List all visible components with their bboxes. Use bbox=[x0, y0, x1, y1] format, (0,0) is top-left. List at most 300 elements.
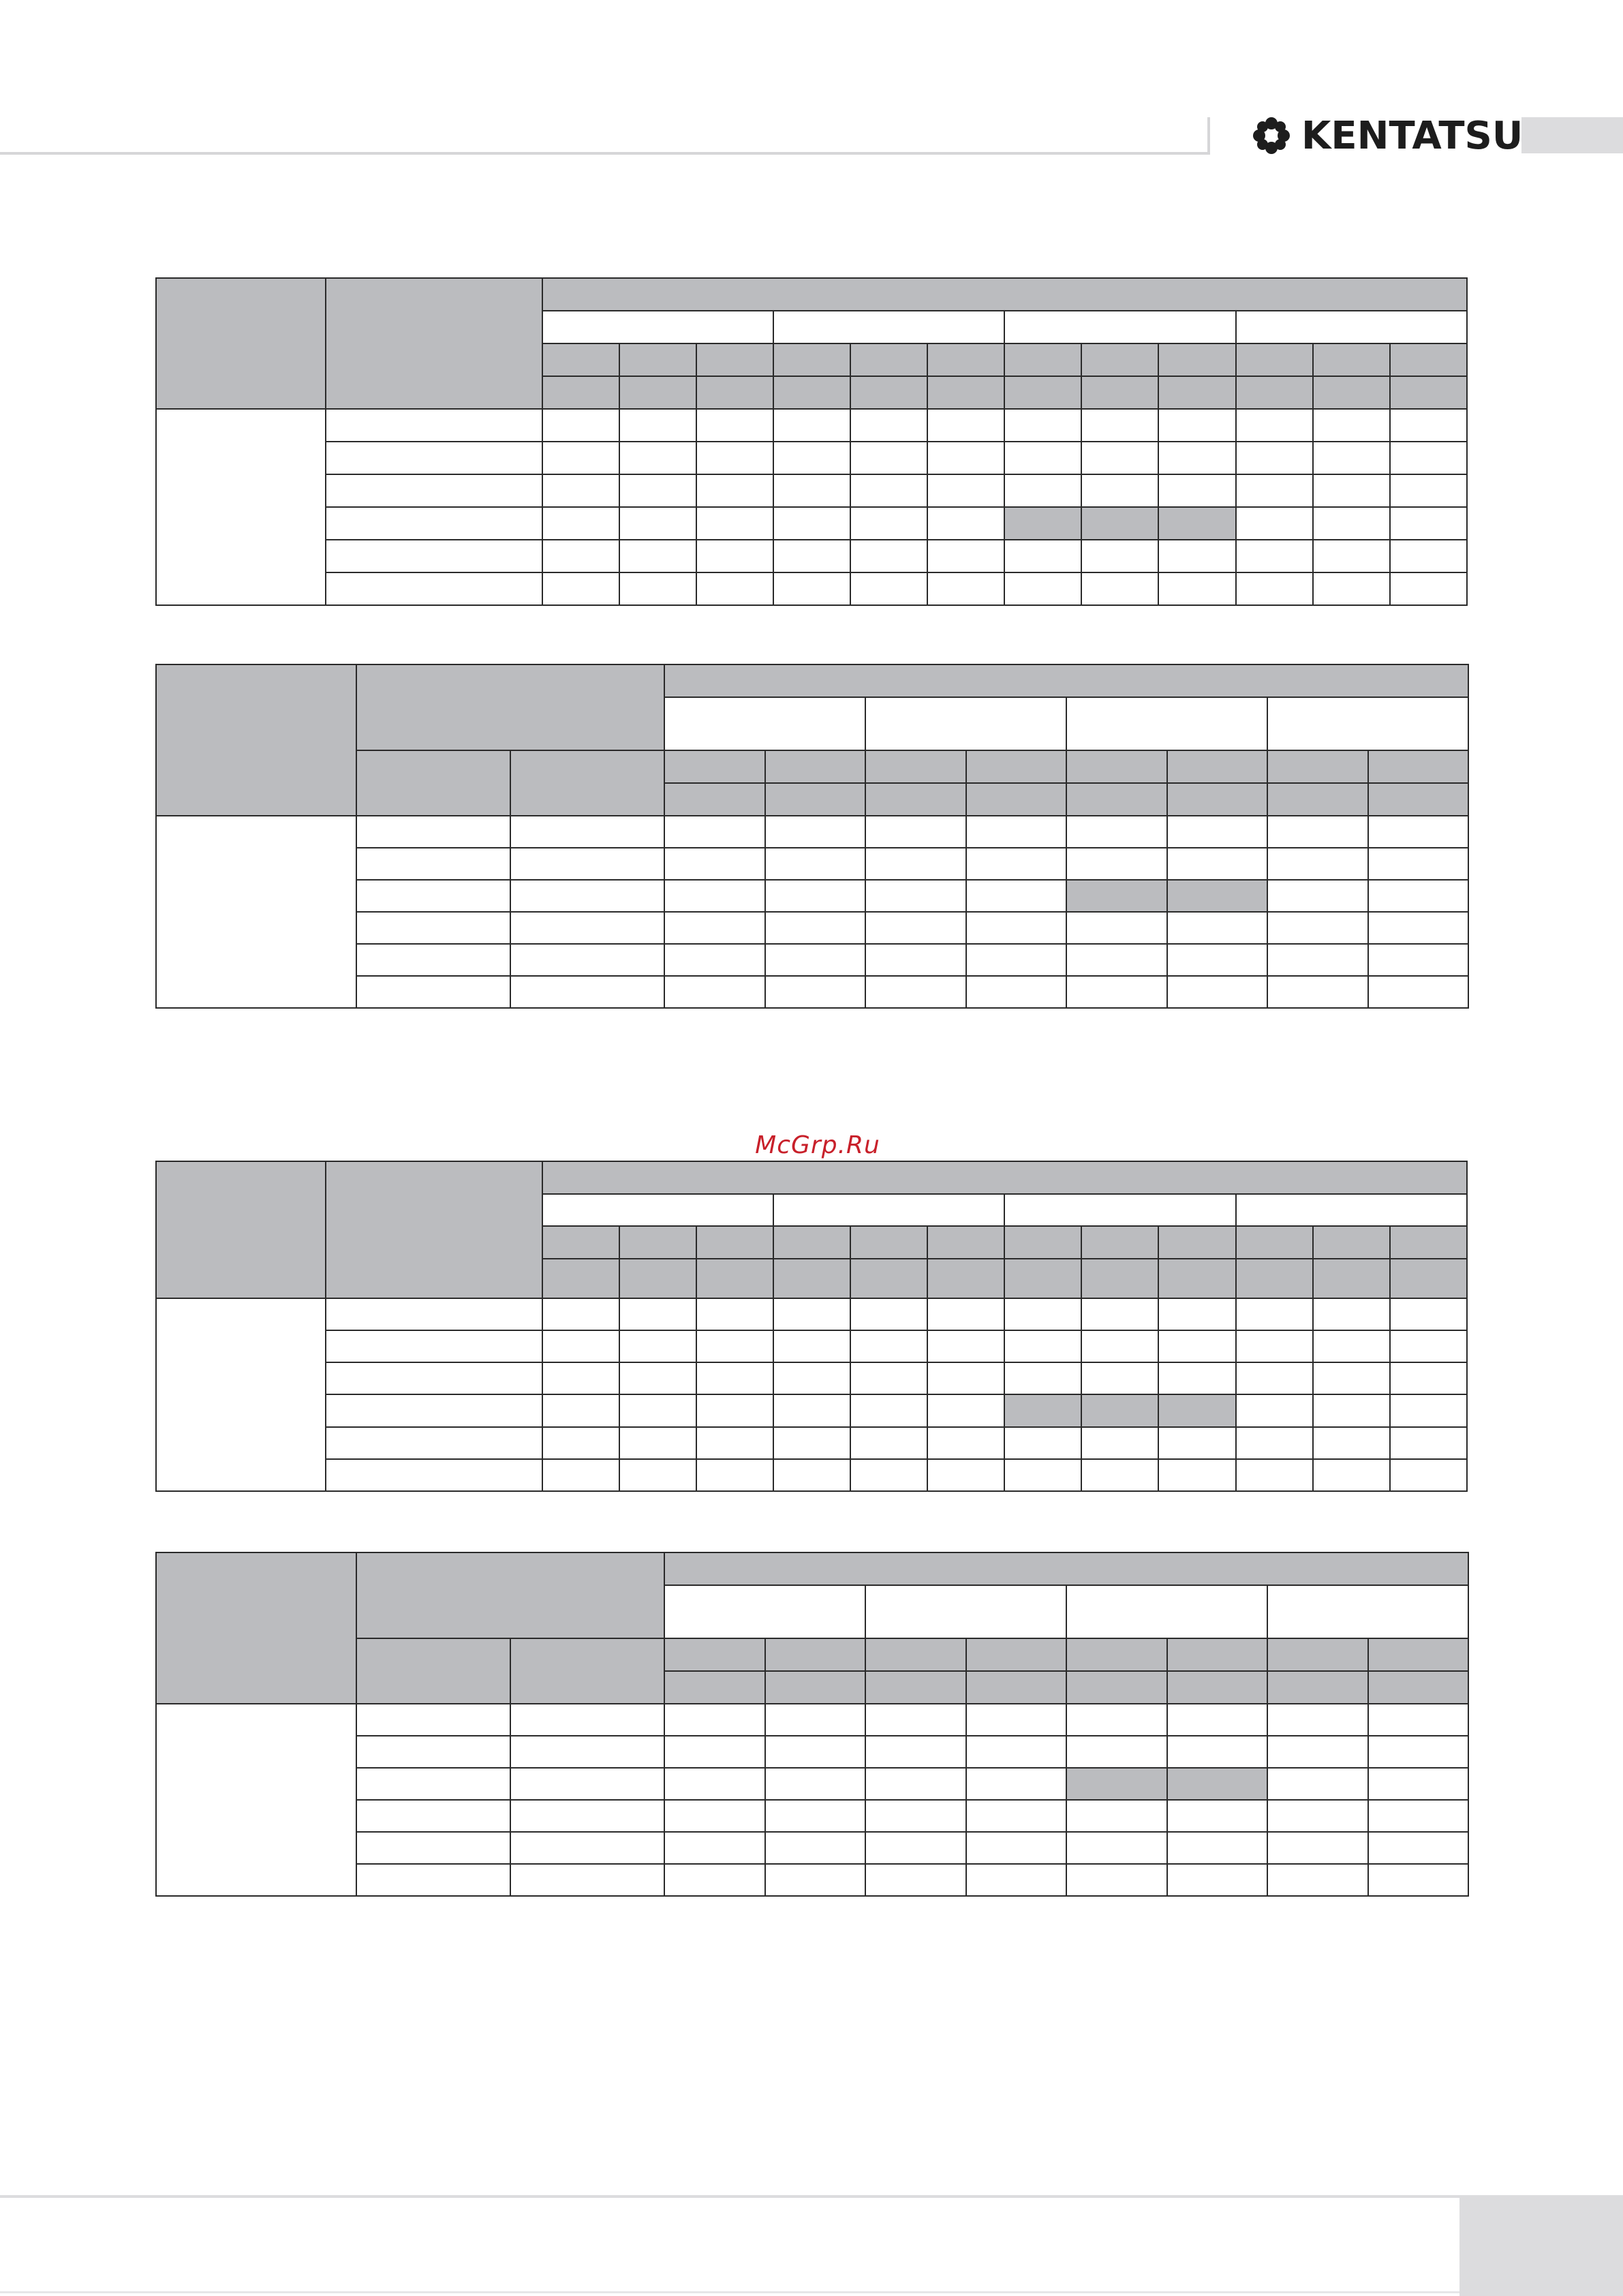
data-cell bbox=[1390, 442, 1467, 474]
data-cell bbox=[865, 1800, 966, 1832]
subheader-cell bbox=[510, 750, 664, 816]
subheader-cell bbox=[1313, 376, 1390, 409]
highlighted-cell bbox=[1004, 507, 1081, 540]
data-cell bbox=[1390, 540, 1467, 572]
subheader-cell bbox=[1081, 376, 1158, 409]
data-cell bbox=[664, 1800, 765, 1832]
data-cell bbox=[619, 1362, 696, 1394]
data-cell bbox=[765, 1832, 866, 1864]
subheader-cell bbox=[542, 376, 619, 409]
row-label-cell bbox=[510, 1800, 664, 1832]
subgroup-cell bbox=[664, 1585, 865, 1638]
data-cell bbox=[1066, 816, 1167, 848]
data-cell bbox=[865, 1736, 966, 1768]
subheader-cell bbox=[1066, 1671, 1167, 1704]
data-cell bbox=[1368, 976, 1469, 1008]
spec-table-4 bbox=[155, 1552, 1469, 1897]
subheader-cell bbox=[850, 376, 927, 409]
subheader-cell bbox=[1066, 1638, 1167, 1671]
row-label-cell bbox=[356, 816, 510, 848]
data-cell bbox=[1158, 540, 1235, 572]
row-group-cell bbox=[156, 409, 326, 605]
data-cell bbox=[1236, 1362, 1313, 1394]
subgroup-cell bbox=[865, 697, 1066, 750]
data-cell bbox=[696, 474, 773, 507]
spec-table-1 bbox=[155, 277, 1468, 606]
data-cell bbox=[696, 1394, 773, 1426]
data-cell bbox=[1081, 1459, 1158, 1491]
data-cell bbox=[664, 944, 765, 976]
row-label-cell bbox=[356, 976, 510, 1008]
row-group-cell bbox=[156, 1298, 326, 1491]
data-cell bbox=[542, 1298, 619, 1330]
data-cell bbox=[1390, 1394, 1467, 1426]
data-cell bbox=[927, 1298, 1004, 1330]
data-cell bbox=[1004, 1298, 1081, 1330]
highlighted-cell bbox=[1004, 1394, 1081, 1426]
row-label-cell bbox=[356, 1864, 510, 1896]
subheader-cell bbox=[773, 1259, 850, 1298]
data-cell bbox=[664, 848, 765, 880]
data-cell bbox=[1081, 540, 1158, 572]
data-cell bbox=[1267, 1736, 1368, 1768]
data-cell bbox=[1267, 1864, 1368, 1896]
subheader-cell bbox=[765, 783, 866, 816]
subgroup-cell bbox=[1236, 311, 1467, 343]
data-cell bbox=[773, 1362, 850, 1394]
subheader-cell bbox=[1167, 1638, 1268, 1671]
data-cell bbox=[1313, 474, 1390, 507]
subheader-cell bbox=[865, 1671, 966, 1704]
data-cell bbox=[1236, 572, 1313, 605]
data-cell bbox=[1313, 572, 1390, 605]
data-cell bbox=[865, 1832, 966, 1864]
data-cell bbox=[1004, 1362, 1081, 1394]
subheader-cell bbox=[773, 376, 850, 409]
row-label-cell bbox=[510, 1768, 664, 1800]
highlighted-cell bbox=[1066, 880, 1167, 912]
subheader-cell bbox=[850, 343, 927, 376]
subheader-cell bbox=[865, 750, 966, 783]
footer-tab bbox=[1459, 2195, 1623, 2296]
data-cell bbox=[850, 442, 927, 474]
row-label-cell bbox=[326, 507, 542, 540]
row-label-cell bbox=[356, 848, 510, 880]
subheader-cell bbox=[1313, 1226, 1390, 1258]
data-cell bbox=[966, 1864, 1067, 1896]
subheader-cell bbox=[1066, 750, 1167, 783]
header-rule-tick bbox=[1207, 117, 1210, 155]
data-cell bbox=[1390, 1459, 1467, 1491]
data-cell bbox=[664, 912, 765, 944]
data-cell bbox=[619, 442, 696, 474]
data-cell bbox=[1167, 1800, 1268, 1832]
data-cell bbox=[850, 1427, 927, 1459]
data-cell bbox=[696, 409, 773, 442]
data-cell bbox=[696, 442, 773, 474]
row-label-cell bbox=[326, 1459, 542, 1491]
header-cell bbox=[356, 1552, 664, 1638]
data-cell bbox=[1368, 1704, 1469, 1736]
subheader-cell bbox=[1158, 376, 1235, 409]
header-cell bbox=[326, 1161, 542, 1298]
data-cell bbox=[1004, 540, 1081, 572]
data-cell bbox=[1158, 1330, 1235, 1362]
data-cell bbox=[1167, 976, 1268, 1008]
header-tab bbox=[1521, 117, 1623, 153]
row-label-cell bbox=[510, 976, 664, 1008]
data-cell bbox=[1368, 816, 1469, 848]
data-cell bbox=[1313, 1330, 1390, 1362]
data-cell bbox=[927, 1362, 1004, 1394]
subheader-cell bbox=[966, 1638, 1067, 1671]
data-cell bbox=[927, 1459, 1004, 1491]
data-cell bbox=[619, 474, 696, 507]
subheader-cell bbox=[619, 343, 696, 376]
subheader-cell bbox=[765, 1638, 866, 1671]
subheader-cell bbox=[1368, 783, 1469, 816]
data-cell bbox=[696, 1362, 773, 1394]
data-cell bbox=[1236, 409, 1313, 442]
subheader-cell bbox=[1390, 1226, 1467, 1258]
data-cell bbox=[1313, 409, 1390, 442]
data-cell bbox=[850, 1394, 927, 1426]
data-cell bbox=[1368, 1800, 1469, 1832]
row-label-cell bbox=[356, 944, 510, 976]
subheader-cell bbox=[1267, 750, 1368, 783]
row-label-cell bbox=[326, 1427, 542, 1459]
corner-cell bbox=[156, 664, 356, 816]
subheader-cell bbox=[619, 1259, 696, 1298]
row-label-cell bbox=[510, 848, 664, 880]
data-cell bbox=[850, 1330, 927, 1362]
data-cell bbox=[1158, 1459, 1235, 1491]
highlighted-cell bbox=[1167, 1768, 1268, 1800]
subheader-cell bbox=[510, 1638, 664, 1704]
data-cell bbox=[1167, 912, 1268, 944]
data-cell bbox=[1081, 442, 1158, 474]
footer-rule bbox=[0, 2195, 1462, 2198]
highlighted-cell bbox=[1158, 1394, 1235, 1426]
data-cell bbox=[1167, 1704, 1268, 1736]
data-cell bbox=[542, 1394, 619, 1426]
data-cell bbox=[1390, 1427, 1467, 1459]
data-cell bbox=[966, 880, 1067, 912]
subheader-cell bbox=[1167, 1671, 1268, 1704]
data-cell bbox=[1004, 474, 1081, 507]
data-cell bbox=[696, 1427, 773, 1459]
row-label-cell bbox=[326, 1362, 542, 1394]
subheader-cell bbox=[664, 783, 765, 816]
data-cell bbox=[1368, 1832, 1469, 1864]
subheader-cell bbox=[356, 1638, 510, 1704]
group-header-cell bbox=[542, 1161, 1467, 1194]
subheader-cell bbox=[1081, 1259, 1158, 1298]
data-cell bbox=[1267, 816, 1368, 848]
data-cell bbox=[1267, 912, 1368, 944]
subheader-cell bbox=[1004, 376, 1081, 409]
row-label-cell bbox=[510, 1864, 664, 1896]
data-cell bbox=[865, 976, 966, 1008]
row-label-cell bbox=[356, 1768, 510, 1800]
data-cell bbox=[664, 1736, 765, 1768]
data-cell bbox=[1236, 1394, 1313, 1426]
data-cell bbox=[542, 474, 619, 507]
data-cell bbox=[542, 1427, 619, 1459]
subheader-cell bbox=[1368, 1671, 1469, 1704]
data-cell bbox=[1167, 1864, 1268, 1896]
data-cell bbox=[927, 1330, 1004, 1362]
row-label-cell bbox=[356, 1704, 510, 1736]
data-cell bbox=[1167, 848, 1268, 880]
data-cell bbox=[765, 1736, 866, 1768]
data-cell bbox=[927, 572, 1004, 605]
data-cell bbox=[765, 912, 866, 944]
data-cell bbox=[1236, 507, 1313, 540]
data-cell bbox=[1313, 1427, 1390, 1459]
row-label-cell bbox=[510, 1704, 664, 1736]
row-label-cell bbox=[326, 1298, 542, 1330]
data-cell bbox=[696, 540, 773, 572]
data-cell bbox=[966, 1768, 1067, 1800]
data-cell bbox=[765, 1864, 866, 1896]
data-cell bbox=[1066, 1800, 1167, 1832]
row-label-cell bbox=[510, 944, 664, 976]
subheader-cell bbox=[1236, 343, 1313, 376]
subgroup-cell bbox=[542, 311, 773, 343]
corner-cell bbox=[156, 1552, 356, 1704]
data-cell bbox=[1004, 1330, 1081, 1362]
data-cell bbox=[773, 474, 850, 507]
data-cell bbox=[1236, 442, 1313, 474]
subgroup-cell bbox=[1066, 697, 1267, 750]
data-cell bbox=[865, 1768, 966, 1800]
header-rule bbox=[0, 152, 1210, 155]
data-cell bbox=[1066, 1736, 1167, 1768]
data-cell bbox=[1236, 1298, 1313, 1330]
subgroup-cell bbox=[773, 311, 1004, 343]
row-label-cell bbox=[326, 1394, 542, 1426]
data-cell bbox=[1267, 1800, 1368, 1832]
data-cell bbox=[542, 409, 619, 442]
highlighted-cell bbox=[1081, 507, 1158, 540]
data-cell bbox=[1158, 442, 1235, 474]
data-cell bbox=[865, 880, 966, 912]
subheader-cell bbox=[966, 783, 1067, 816]
data-cell bbox=[1390, 474, 1467, 507]
kentatsu-flower-icon bbox=[1251, 115, 1292, 156]
data-cell bbox=[619, 1394, 696, 1426]
subheader-cell bbox=[1081, 343, 1158, 376]
data-cell bbox=[927, 409, 1004, 442]
subheader-cell bbox=[1004, 1226, 1081, 1258]
data-cell bbox=[765, 848, 866, 880]
data-cell bbox=[966, 944, 1067, 976]
subheader-cell bbox=[927, 376, 1004, 409]
footer-edge bbox=[0, 2291, 1459, 2293]
data-cell bbox=[1267, 976, 1368, 1008]
subheader-cell bbox=[1004, 1259, 1081, 1298]
data-cell bbox=[1158, 474, 1235, 507]
highlighted-cell bbox=[1066, 1768, 1167, 1800]
subheader-cell bbox=[966, 1671, 1067, 1704]
data-cell bbox=[542, 1330, 619, 1362]
data-cell bbox=[542, 540, 619, 572]
data-cell bbox=[1158, 409, 1235, 442]
row-label-cell bbox=[356, 1800, 510, 1832]
data-cell bbox=[664, 1864, 765, 1896]
data-cell bbox=[773, 1330, 850, 1362]
data-cell bbox=[619, 507, 696, 540]
data-cell bbox=[927, 474, 1004, 507]
data-cell bbox=[1368, 912, 1469, 944]
subheader-cell bbox=[1267, 783, 1368, 816]
data-cell bbox=[765, 1768, 866, 1800]
brand-name: KENTATSU bbox=[1301, 113, 1524, 158]
data-cell bbox=[696, 572, 773, 605]
subheader-cell bbox=[1313, 1259, 1390, 1298]
data-cell bbox=[542, 507, 619, 540]
data-cell bbox=[1004, 1427, 1081, 1459]
subheader-cell bbox=[542, 1259, 619, 1298]
data-cell bbox=[542, 1362, 619, 1394]
data-cell bbox=[619, 1459, 696, 1491]
data-cell bbox=[966, 848, 1067, 880]
data-cell bbox=[1313, 507, 1390, 540]
data-cell bbox=[1313, 1394, 1390, 1426]
data-cell bbox=[1081, 1298, 1158, 1330]
subheader-cell bbox=[1081, 1226, 1158, 1258]
subheader-cell bbox=[542, 343, 619, 376]
data-cell bbox=[1066, 848, 1167, 880]
data-cell bbox=[1390, 1330, 1467, 1362]
data-cell bbox=[1167, 1832, 1268, 1864]
data-cell bbox=[850, 1298, 927, 1330]
data-cell bbox=[1368, 944, 1469, 976]
subheader-cell bbox=[1158, 1226, 1235, 1258]
data-cell bbox=[1313, 540, 1390, 572]
data-cell bbox=[850, 507, 927, 540]
subheader-cell bbox=[696, 1259, 773, 1298]
data-cell bbox=[1066, 1832, 1167, 1864]
data-cell bbox=[927, 1394, 1004, 1426]
data-cell bbox=[1267, 1768, 1368, 1800]
data-cell bbox=[1390, 1362, 1467, 1394]
data-cell bbox=[664, 1704, 765, 1736]
data-cell bbox=[1066, 1704, 1167, 1736]
subheader-cell bbox=[966, 750, 1067, 783]
data-cell bbox=[1066, 912, 1167, 944]
subheader-cell bbox=[619, 1226, 696, 1258]
brand-logo bbox=[1251, 112, 1523, 159]
data-cell bbox=[1267, 848, 1368, 880]
data-cell bbox=[542, 1459, 619, 1491]
row-label-cell bbox=[326, 409, 542, 442]
row-group-cell bbox=[156, 816, 356, 1008]
data-cell bbox=[1167, 944, 1268, 976]
spec-table-2 bbox=[155, 664, 1469, 1009]
data-cell bbox=[1236, 1427, 1313, 1459]
data-cell bbox=[696, 507, 773, 540]
data-cell bbox=[966, 1704, 1067, 1736]
data-cell bbox=[765, 816, 866, 848]
data-cell bbox=[765, 880, 866, 912]
row-label-cell bbox=[356, 912, 510, 944]
subgroup-cell bbox=[1267, 1585, 1468, 1638]
data-cell bbox=[927, 540, 1004, 572]
header-cell bbox=[356, 664, 664, 750]
data-cell bbox=[1313, 1459, 1390, 1491]
data-cell bbox=[1158, 1298, 1235, 1330]
data-cell bbox=[1236, 474, 1313, 507]
data-cell bbox=[773, 572, 850, 605]
data-cell bbox=[1004, 442, 1081, 474]
data-cell bbox=[1236, 540, 1313, 572]
data-cell bbox=[1066, 1864, 1167, 1896]
data-cell bbox=[865, 1704, 966, 1736]
row-label-cell bbox=[510, 1736, 664, 1768]
data-cell bbox=[966, 1736, 1067, 1768]
data-cell bbox=[1066, 944, 1167, 976]
highlighted-cell bbox=[1081, 1394, 1158, 1426]
data-cell bbox=[542, 572, 619, 605]
data-cell bbox=[773, 442, 850, 474]
subheader-cell bbox=[1390, 343, 1467, 376]
data-cell bbox=[1081, 1330, 1158, 1362]
subheader-cell bbox=[619, 376, 696, 409]
subheader-cell bbox=[696, 376, 773, 409]
data-cell bbox=[966, 976, 1067, 1008]
subheader-cell bbox=[1066, 783, 1167, 816]
data-cell bbox=[1368, 1736, 1469, 1768]
row-label-cell bbox=[326, 540, 542, 572]
subheader-cell bbox=[1004, 343, 1081, 376]
data-cell bbox=[664, 1768, 765, 1800]
subgroup-cell bbox=[1066, 1585, 1267, 1638]
data-cell bbox=[1004, 1459, 1081, 1491]
data-cell bbox=[1390, 572, 1467, 605]
data-cell bbox=[1390, 409, 1467, 442]
data-cell bbox=[1004, 409, 1081, 442]
subheader-cell bbox=[850, 1226, 927, 1258]
header-cell bbox=[326, 278, 542, 409]
row-label-cell bbox=[510, 816, 664, 848]
highlighted-cell bbox=[1158, 507, 1235, 540]
subheader-cell bbox=[664, 750, 765, 783]
data-cell bbox=[927, 507, 1004, 540]
watermark: McGrp.Ru bbox=[755, 1131, 880, 1159]
row-label-cell bbox=[326, 572, 542, 605]
subheader-cell bbox=[696, 1226, 773, 1258]
subheader-cell bbox=[542, 1226, 619, 1258]
data-cell bbox=[1158, 1427, 1235, 1459]
subheader-cell bbox=[850, 1259, 927, 1298]
data-cell bbox=[1368, 880, 1469, 912]
data-cell bbox=[865, 848, 966, 880]
subheader-cell bbox=[927, 1259, 1004, 1298]
data-cell bbox=[1081, 1427, 1158, 1459]
row-label-cell bbox=[326, 1330, 542, 1362]
data-cell bbox=[966, 1800, 1067, 1832]
data-cell bbox=[664, 1832, 765, 1864]
corner-cell bbox=[156, 1161, 326, 1298]
subgroup-cell bbox=[664, 697, 865, 750]
data-cell bbox=[966, 816, 1067, 848]
data-cell bbox=[773, 1427, 850, 1459]
data-cell bbox=[1158, 572, 1235, 605]
data-cell bbox=[1313, 1362, 1390, 1394]
data-cell bbox=[773, 1298, 850, 1330]
